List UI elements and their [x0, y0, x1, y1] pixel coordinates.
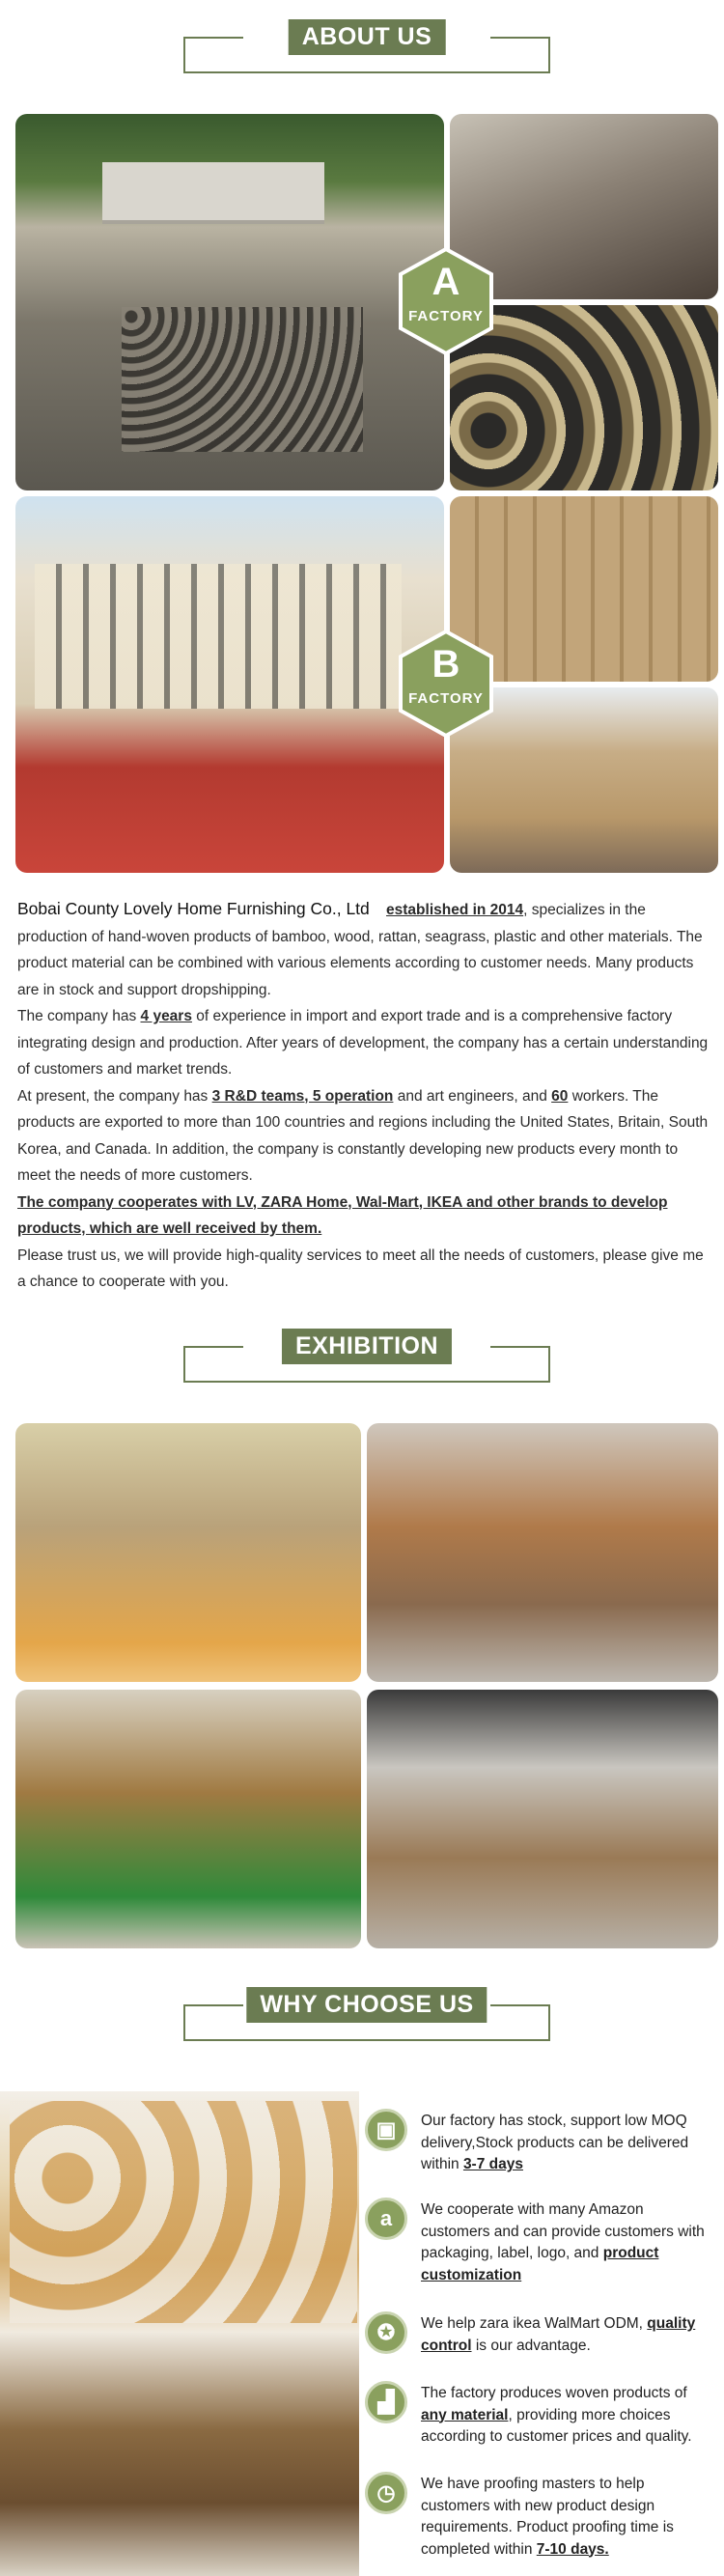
- baskets-photo: [0, 2091, 359, 2333]
- exhibition-heading: [183, 1327, 550, 1385]
- exhibition-photo-2: [367, 1423, 718, 1682]
- why-choose-us-title: WHY CHOOSE US: [246, 1987, 487, 2023]
- about-us-title: ABOUT US: [289, 19, 446, 55]
- badge-letter: A: [432, 261, 460, 303]
- factory-a-badge: [398, 247, 494, 355]
- rattan-storage-photo: [0, 2333, 359, 2576]
- factory-b-building-photo: [15, 496, 444, 873]
- exhibition-photo-3: [15, 1690, 361, 1948]
- brands-paragraph: [17, 1190, 709, 1243]
- quality-icon: ✪: [365, 2311, 407, 2354]
- factory-a-aerial-photo: [15, 114, 444, 490]
- clock-icon: ◷: [365, 2472, 407, 2514]
- why-choose-us-heading: [183, 1985, 550, 2043]
- exhibition-photo-4: [367, 1690, 718, 1948]
- closing-paragraph: Please trust us, we will provide high-quality services to meet all the needs of customers, please give me a chance to cooperate with you.: [17, 1246, 704, 1290]
- team-paragraph: At present, the company has 3 R&D teams, 5 operation and art engineers, and 60 workers. The products are exported to more than 100 countries and regions including the United States, Britain, South Korea, and Canada. In addition, the company is constantly developing new products every month to meet the needs of more customers.: [17, 1087, 709, 1184]
- intro-text: , specializes in the production of hand-woven products of bamboo, wood, rattan, seagrass, plastic and other materials. The product material can be combined with various elements according to customer needs. Many products are in stock and support dropshipping.: [17, 902, 703, 998]
- amazon-icon: a: [365, 2198, 407, 2240]
- badge-word: FACTORY: [408, 308, 484, 324]
- company-intro: [17, 896, 709, 1003]
- box-icon: ▣: [365, 2109, 407, 2151]
- workers-highlight: 60: [551, 1087, 569, 1105]
- company-name: Bobai County Lovely Home Furnishing Co., Ltd: [17, 899, 370, 918]
- badge-letter: B: [432, 643, 460, 686]
- about-us-heading: [183, 17, 550, 75]
- established-year: established in 2014: [386, 902, 524, 918]
- years-highlight: 4 years: [140, 1008, 192, 1024]
- exhibition-photo-1: [15, 1423, 361, 1682]
- factory-b-badge: [398, 630, 494, 738]
- experience-paragraph: The company has 4 years of experience in import and export trade and is a comprehensive factory integrating design and production. After years of development, the company has a certain understanding of customers and market trends.: [17, 1008, 709, 1078]
- brands-highlight: The company cooperates with LV, ZARA Home, Wal-Mart, IKEA and other brands to develop products, which are well received by them.: [17, 1193, 668, 1237]
- badge-word: FACTORY: [408, 690, 484, 707]
- factory-icon: ▟: [365, 2381, 407, 2423]
- teams-highlight: 3 R&D teams, 5 operation: [211, 1087, 394, 1105]
- company-description: [17, 896, 709, 1296]
- exhibition-title: EXHIBITION: [282, 1329, 452, 1364]
